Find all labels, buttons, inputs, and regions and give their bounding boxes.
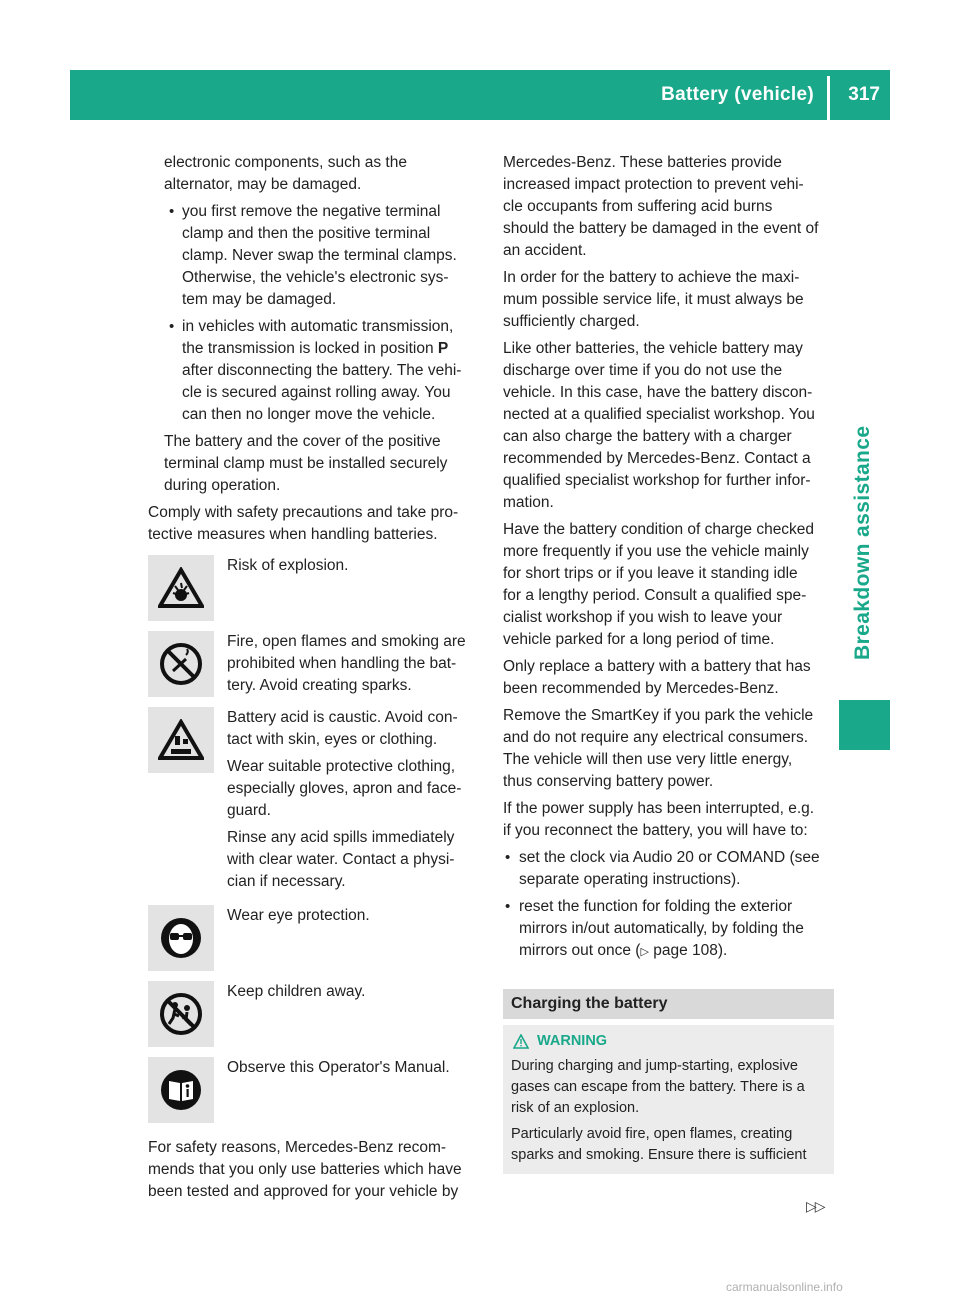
warning-box	[503, 1025, 834, 1174]
symbol-text: prohibited when handling the bat-	[227, 655, 457, 672]
side-tab-block	[839, 700, 890, 750]
section-heading: Charging the battery	[503, 989, 834, 1019]
symbol-row	[148, 981, 480, 1047]
header-divider	[827, 76, 830, 120]
symbol-text: Keep children away.	[227, 983, 366, 1000]
symbol-row	[148, 905, 480, 971]
paragraph: Mercedes-Benz. These batteries provide increased impact protection to prevent vehi- cle occupants from suffering acid burns should the battery be damaged in the event of an accident.	[503, 154, 819, 259]
watermark: carmanualsonline.info	[726, 1280, 843, 1294]
paragraph: electronic components, such as the alternator, may be damaged.	[164, 154, 407, 193]
bullet-item: • in vehicles with automatic transmission, the transmission is locked in position P after disconnecting the battery. The vehi- cle is secured against rolling away. You can then no longer move the vehicle.	[148, 316, 480, 426]
symbol-text: Fire, open flames and smoking are	[227, 633, 466, 650]
page-header	[70, 70, 890, 120]
bullet-item: • reset the function for folding the exterior mirrors in/out automatically, by folding the mirrors out once (▷ page 108).	[503, 896, 834, 963]
warning-text: During charging and jump-starting, explosive gases can escape from the battery. There is a risk of an explosion.	[511, 1058, 805, 1116]
paragraph: In order for the battery to achieve the maxi- mum possible service life, it must always be sufficiently charged.	[503, 269, 804, 330]
warning-title: WARNING	[537, 1033, 608, 1049]
symbol-row	[148, 631, 480, 697]
page-reference-arrow-icon[interactable]: ▷	[640, 946, 649, 958]
symbol-text: Risk of explosion.	[227, 557, 349, 574]
paragraph: If the power supply has been interrupted, e.g. if you reconnect the battery, you will have to:	[503, 800, 815, 839]
symbol-text: Wear eye protection.	[227, 907, 370, 924]
bullet-item: • set the clock via Audio 20 or COMAND (see separate operating instructions).	[503, 847, 834, 891]
right-column	[503, 152, 834, 1174]
continued-icon: ▷▷	[806, 1198, 824, 1214]
paragraph: For safety reasons, Mercedes-Benz recom- mends that you only use batteries which have been tested and approved for your vehicle by	[148, 1139, 462, 1200]
paragraph: Only replace a battery with a battery that has been recommended by Mercedes-Benz.	[503, 658, 811, 697]
side-tab-label: Breakdown assistance	[851, 425, 874, 660]
symbol-text: Wear suitable protective clothing, especially gloves, apron and face- guard.	[227, 758, 462, 819]
manual-icon	[148, 1057, 214, 1123]
symbol-row	[148, 555, 480, 621]
symbol-text: Rinse any acid spills immediately with clear water. Contact a physi- cian if necessary.	[227, 829, 455, 890]
corrosive-icon	[148, 707, 214, 773]
symbol-text: Battery acid is caustic. Avoid con- tact with skin, eyes or clothing.	[227, 709, 458, 748]
paragraph: Comply with safety precautions and take pro- tective measures when handling batteries.	[148, 504, 459, 543]
explosion-icon	[148, 555, 214, 621]
eye-protection-icon	[148, 905, 214, 971]
paragraph: Have the battery condition of charge checked more frequently if you use the vehicle mainly for short trips or if you leave it standing idle for a lengthy period. Consult a qualified spe- cialist workshop if you wish to leave your vehicle parked for a long period of time.	[503, 521, 815, 648]
symbol-text: Observe this Operator's Manual.	[227, 1059, 450, 1076]
page-number: 317	[848, 84, 880, 105]
side-tab	[839, 120, 890, 750]
symbol-row	[148, 1057, 480, 1123]
paragraph: The battery and the cover of the positive terminal clamp must be installed securely during operation.	[164, 433, 448, 494]
warning-text: Particularly avoid fire, open flames, creating sparks and smoking. Ensure there is sufficient	[511, 1126, 807, 1163]
warning-triangle-icon	[513, 1034, 529, 1049]
keep-children-away-icon	[148, 981, 214, 1047]
paragraph: Remove the SmartKey if you park the vehicle and do not require any electrical consumers. The vehicle will then use very little energy, thus conserving battery power.	[503, 707, 814, 790]
bullet-item: • you first remove the negative terminal clamp and then the positive terminal clamp. Never swap the terminal clamps. Otherwise, the vehicle's electronic sys- tem may be damaged.	[148, 201, 480, 311]
paragraph: Like other batteries, the vehicle battery may discharge over time if you do not use the vehicle. In this case, have the battery discon- nected at a qualified specialist workshop. You can also charge the battery with a charger recommended by Mercedes-Benz. Contact a qualified specialist workshop for further infor- mation.	[503, 340, 815, 511]
no-fire-icon	[148, 631, 214, 697]
header-title: Battery (vehicle)	[661, 84, 814, 105]
symbol-text: tery. Avoid creating sparks.	[227, 677, 412, 694]
symbol-row	[148, 707, 480, 893]
left-column	[148, 152, 480, 1203]
